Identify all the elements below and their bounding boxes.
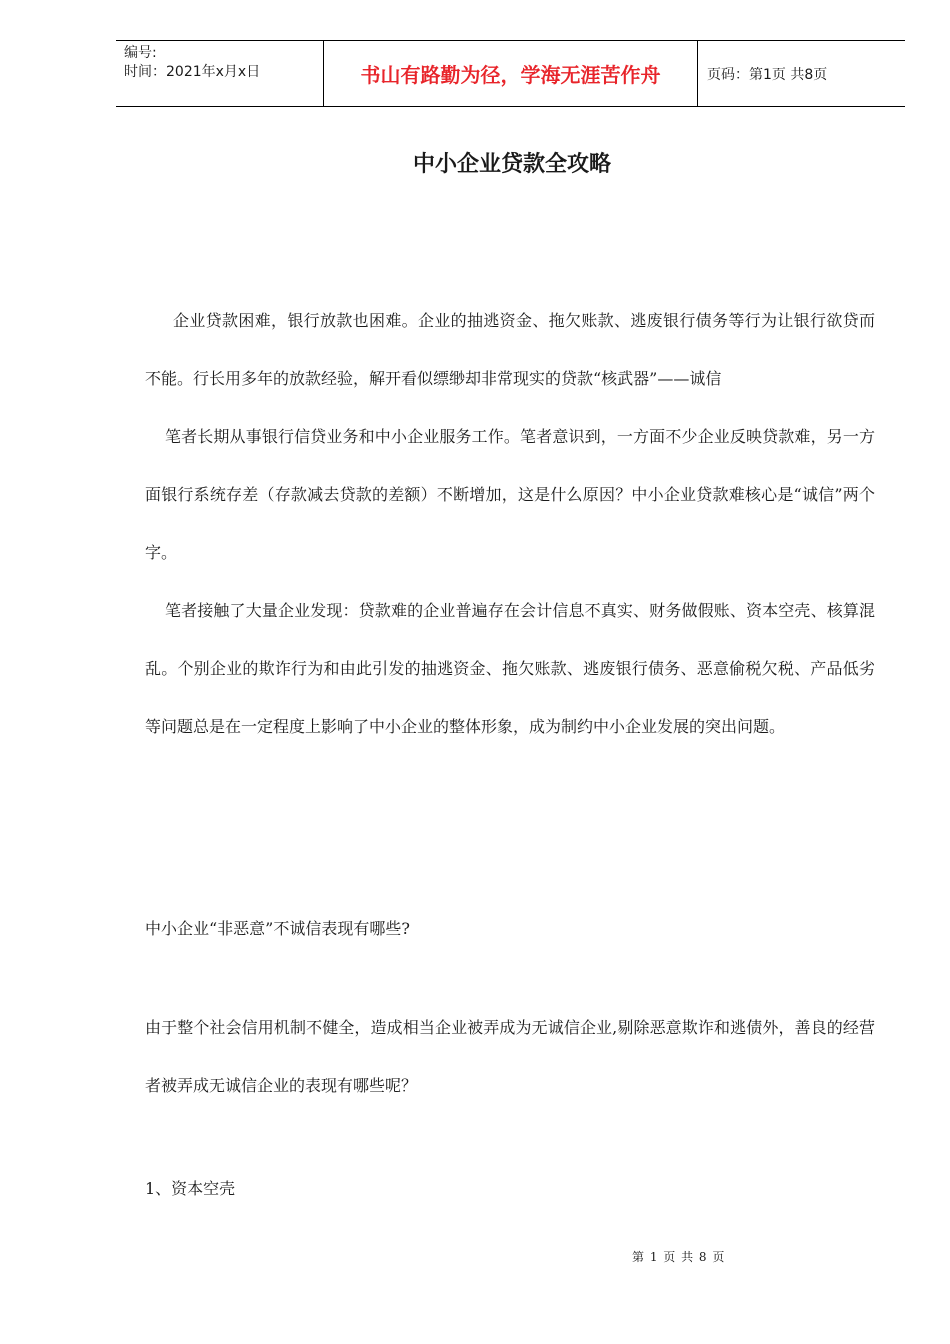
- paragraph-3: 笔者接触了大量企业发现：贷款难的企业普遍存在会计信息不真实、财务做假账、资本空壳、核算混乱。个别企业的欺诈行为和由此引发的抽逃资金、拖欠账款、逃废银行债务、恶意偷税欠税、产品低劣等问题总是在一定程度上影响了中小企业的整体形象，成为制约中小企业发展的突出问题。: [145, 601, 875, 736]
- paragraph-2: 笔者长期从事银行信贷业务和中小企业服务工作。笔者意识到，一方面不少企业反映贷款难，另一方面银行系统存差（存款减去贷款的差额）不断增加，这是什么原因？中小企业贷款难核心是“诚信”两个字。: [145, 427, 875, 562]
- document-title: 中小企业贷款全攻略: [412, 152, 611, 177]
- body-section-1: [145, 292, 875, 756]
- question-heading: 中小企业“非恶意”不诚信表现有哪些?: [145, 919, 410, 938]
- time-label: 时间：2021年x月x日: [124, 64, 261, 80]
- header-meta-cell: [116, 41, 324, 107]
- body-section-2: [145, 999, 875, 1115]
- serial-label: 编号:: [124, 45, 157, 61]
- page-footer: 第 1 页 共 8 页: [632, 1250, 726, 1264]
- header-page-label: 页码：第1页 共8页: [698, 41, 906, 107]
- header-table: [116, 40, 905, 107]
- intro-paragraph: 由于整个社会信用机制不健全，造成相当企业被弄成为无诚信企业,剔除恶意欺诈和逃债外，善良的经营者被弄成无诚信企业的表现有哪些呢？: [145, 1018, 875, 1095]
- header-motto: 书山有路勤为径，学海无涯苦作舟: [324, 41, 698, 107]
- section-heading: 1、资本空壳: [145, 1179, 236, 1198]
- paragraph-1: 企业贷款困难，银行放款也困难。企业的抽逃资金、拖欠账款、逃废银行债务等行为让银行欲贷而不能。行长用多年的放款经验，解开看似缥缈却非常现实的贷款“核武器”——诚信: [145, 311, 875, 388]
